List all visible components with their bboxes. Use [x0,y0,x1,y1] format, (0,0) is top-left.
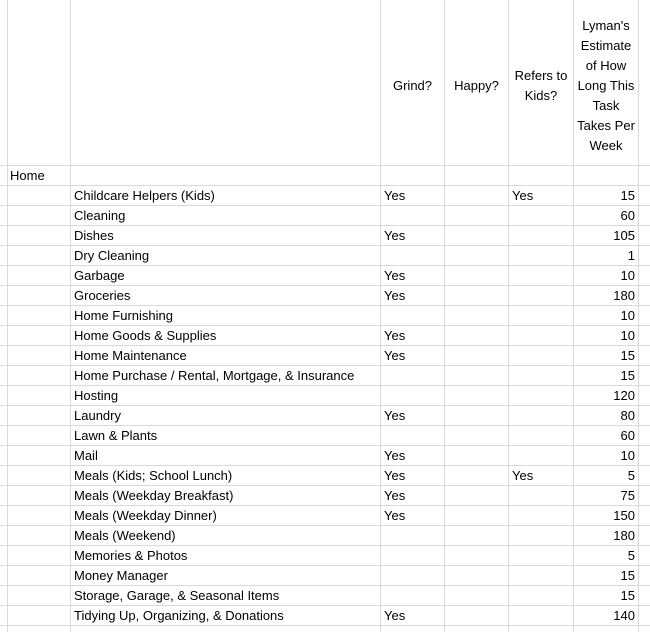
task-cell[interactable]: Home Furnishing [74,308,173,323]
happy-cell[interactable] [448,386,506,406]
header-estimate[interactable]: Lyman's Estimate of How Long This Task Takes Per Week [577,18,635,153]
task-cell[interactable]: Money Manager [74,568,168,583]
estimate-cell[interactable]: 75 [620,488,635,503]
header-happy[interactable]: Happy? [454,78,499,93]
header-grind[interactable]: Grind? [392,78,433,93]
refers-to-kids-cell[interactable] [512,566,570,586]
happy-cell[interactable] [448,586,506,606]
grind-cell[interactable]: Yes [384,268,406,283]
happy-cell[interactable] [448,286,506,306]
refers-to-kids-cell[interactable] [512,286,570,306]
task-cell[interactable]: Storage, Garage, & Seasonal Items [74,588,280,603]
estimate-cell[interactable]: 10 [620,308,635,323]
task-cell[interactable]: Meals (Weekday Dinner) [74,508,217,523]
task-cell[interactable]: Home Goods & Supplies [74,328,217,343]
column-divider [638,0,639,632]
happy-cell[interactable] [448,306,506,326]
happy-cell[interactable] [448,246,506,266]
grind-cell[interactable]: Yes [384,288,406,303]
estimate-cell[interactable]: 60 [620,428,635,443]
happy-cell[interactable] [448,606,506,626]
refers-to-kids-cell[interactable] [512,446,570,466]
refers-to-kids-cell[interactable] [512,506,570,526]
happy-cell[interactable] [448,346,506,366]
column-divider [70,0,71,632]
grind-cell[interactable]: Yes [384,508,406,523]
grind-cell[interactable] [384,386,442,406]
happy-cell[interactable] [448,566,506,586]
refers-to-kids-cell[interactable] [512,486,570,506]
task-cell[interactable]: Childcare Helpers (Kids) [74,188,215,203]
refers-to-kids-cell[interactable] [512,366,570,386]
grind-cell[interactable] [384,246,442,266]
estimate-cell[interactable]: 15 [620,568,635,583]
happy-cell[interactable] [448,466,506,486]
task-cell[interactable]: Tidying Up, Organizing, & Donations [74,608,284,623]
estimate-cell[interactable]: 5 [627,468,635,483]
grind-cell[interactable] [384,426,442,446]
grind-cell[interactable] [384,546,442,566]
refers-to-kids-cell[interactable] [512,546,570,566]
grind-cell[interactable] [384,566,442,586]
grind-cell[interactable] [384,206,442,226]
happy-cell[interactable] [448,266,506,286]
estimate-cell[interactable]: 10 [620,328,635,343]
grind-cell[interactable]: Yes [384,608,406,623]
task-cell[interactable]: Home Maintenance [74,348,187,363]
section-label-home[interactable]: Home [10,168,45,183]
estimate-cell[interactable]: 80 [620,408,635,423]
refers-to-kids-cell[interactable] [512,426,570,446]
happy-cell[interactable] [448,426,506,446]
refers-to-kids-cell[interactable] [512,246,570,266]
task-cell[interactable]: Garbage [74,268,125,283]
happy-cell[interactable] [448,526,506,546]
grind-cell[interactable]: Yes [384,188,406,203]
task-cell[interactable]: Dishes [74,228,114,243]
estimate-cell[interactable]: 15 [620,368,635,383]
estimate-cell[interactable]: 15 [620,588,635,603]
refers-to-kids-cell[interactable] [512,206,570,226]
header-refers-to-kids[interactable]: Refers to Kids? [514,68,568,103]
refers-to-kids-cell[interactable] [512,346,570,366]
refers-to-kids-cell[interactable]: Yes [512,468,534,483]
estimate-cell[interactable]: 60 [620,208,635,223]
refers-to-kids-cell[interactable] [512,586,570,606]
task-cell[interactable]: Groceries [74,288,131,303]
grind-cell[interactable]: Yes [384,468,406,483]
grind-cell[interactable]: Yes [384,408,406,423]
grind-cell[interactable]: Yes [384,448,406,463]
happy-cell[interactable] [448,506,506,526]
estimate-cell[interactable]: 150 [613,508,635,523]
grind-cell[interactable]: Yes [384,228,406,243]
task-cell[interactable]: Dry Cleaning [74,248,150,263]
estimate-cell[interactable]: 15 [620,348,635,363]
refers-to-kids-cell[interactable] [512,266,570,286]
refers-to-kids-cell[interactable] [512,386,570,406]
task-cell[interactable]: Hosting [74,388,119,403]
estimate-cell[interactable]: 105 [613,228,635,243]
happy-cell[interactable] [448,406,506,426]
estimate-cell[interactable]: 140 [613,608,635,623]
happy-cell[interactable] [448,186,506,206]
happy-cell[interactable] [448,206,506,226]
estimate-cell[interactable]: 180 [613,288,635,303]
task-cell[interactable]: Meals (Weekday Breakfast) [74,488,234,503]
happy-cell[interactable] [448,486,506,506]
refers-to-kids-cell[interactable] [512,226,570,246]
grind-cell[interactable] [384,526,442,546]
happy-cell[interactable] [448,546,506,566]
task-cell[interactable]: Cleaning [74,208,126,223]
estimate-cell[interactable]: 1 [627,248,635,263]
refers-to-kids-cell[interactable]: Yes [512,188,534,203]
grind-cell[interactable] [384,306,442,326]
task-cell[interactable]: Home Purchase / Rental, Mortgage, & Insurance [74,368,355,383]
task-cell[interactable]: Mail [74,448,98,463]
estimate-cell[interactable]: 5 [627,548,635,563]
estimate-cell[interactable]: 10 [620,448,635,463]
happy-cell[interactable] [448,226,506,246]
task-cell[interactable]: Lawn & Plants [74,428,158,443]
grind-cell[interactable]: Yes [384,488,406,503]
refers-to-kids-cell[interactable] [512,406,570,426]
column-divider [7,0,8,632]
estimate-cell[interactable]: 120 [613,388,635,403]
refers-to-kids-cell[interactable] [512,526,570,546]
grind-cell[interactable]: Yes [384,348,406,363]
grind-cell[interactable]: Yes [384,328,406,343]
task-cell[interactable]: Laundry [74,408,121,423]
refers-to-kids-cell[interactable] [512,606,570,626]
grind-cell[interactable] [384,586,442,606]
task-cell[interactable]: Memories & Photos [74,548,188,563]
happy-cell[interactable] [448,366,506,386]
refers-to-kids-cell[interactable] [512,306,570,326]
estimate-cell[interactable]: 180 [613,528,635,543]
row-divider [0,165,650,166]
happy-cell[interactable] [448,326,506,346]
task-cell[interactable]: Meals (Weekend) [74,528,176,543]
refers-to-kids-cell[interactable] [512,326,570,346]
happy-cell[interactable] [448,446,506,466]
estimate-cell[interactable]: 15 [620,188,635,203]
grind-cell[interactable] [384,366,442,386]
task-cell[interactable]: Meals (Kids; School Lunch) [74,468,233,483]
estimate-cell[interactable]: 10 [620,268,635,283]
